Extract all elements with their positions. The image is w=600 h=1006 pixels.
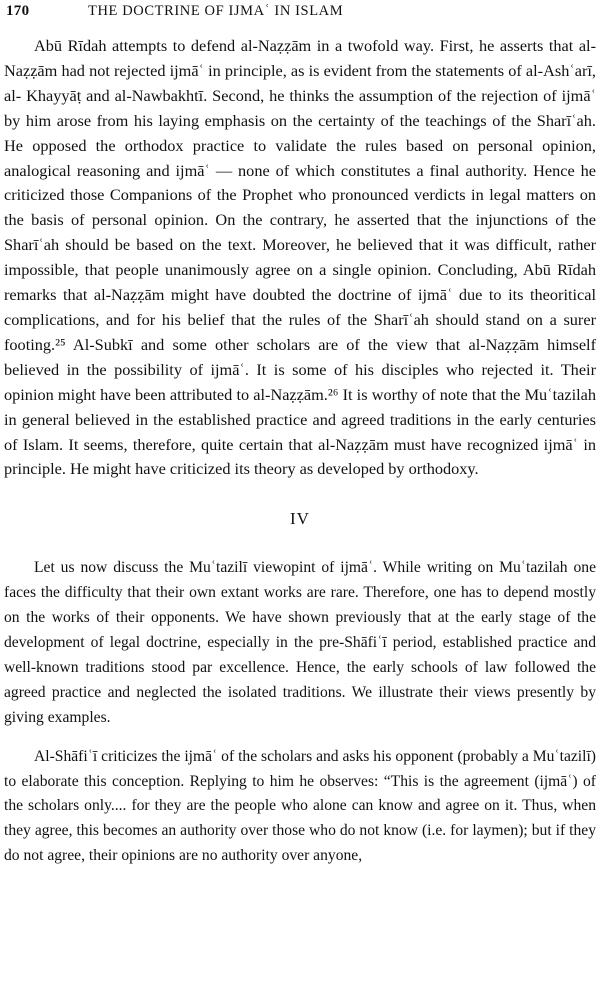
page-header <box>4 0 596 24</box>
page-number: 170 <box>6 3 30 19</box>
paragraph-abu-ridah: Abū Rīdah attempts to defend al-Naẓẓām in a twofold way. First, he asserts that al-Naẓẓām had not rejected ijmāʿ in principle, as is evident from the statements of al-Ashʿarī, al- Khayyāṭ and al-Nawbakhtī. Second, he thinks the assumption of the rejection of ijmāʿ by him arose from his laying emphasis on the certainty of the teachings of the Sharīʿah. He opposed the orthodox practice to validate the rules based on personal opinion, analogical reasoning and ijmāʿ — none of which constitutes a final authority. Hence he criticized those Companions of the Prophet who pronounced verdicts in legal matters on the basis of personal opinion. On the contrary, he asserted that the injunctions of the Sharīʿah should be based on the text. Moreover, he believed that it was difficult, rather impossible, that people unanimously agree on a single opinion. Concluding, Abū Rīdah remarks that al-Naẓẓām might have doubted the doctrine of ijmāʿ due to its theoritical complications, and for his belief that the rules of the Sharīʿah should stand on a surer footing.²⁵ Al-Subkī and some other scholars are of the view that al-Naẓẓām himself believed in the possibility of ijmāʿ. It is some of his disciples who rejected it. Their opinion might have been attributed to al-Naẓẓām.²⁶ It is worthy of note that the Muʿtazilah in general believed in the established practice and agreed traditions in the early centuries of Islam. It seems, therefore, quite certain that al-Naẓẓām must have recognized ijmāʿ in principle. He might have criticized its theory as developed by orthodoxy. <box>4 36 596 479</box>
paragraph-mutazili-viewpoint: Let us now discuss the Muʿtazilī viewopint of ijmāʿ. While writing on Muʿtazilah one faces the difficulty that their own extant works are rare. Therefore, one has to depend mostly on the works of their opponents. We have shown previously that at the early stage of the development of legal doctrine, especially in the pre-Shāfiʿī period, established practice and well-known traditions stood par excellence. Hence, the early schools of law followed the agreed practice and neglected the isolated traditions. We illustrate their views presently by giving examples. <box>4 559 596 726</box>
running-title: THE DOCTRINE OF IJMAʿ IN ISLAM <box>88 3 344 19</box>
paragraph-al-shafii: Al-Shāfiʿī criticizes the ijmāʿ of the scholars and asks his opponent (probably a Muʿtazilī) to elaborate this conception. Replying to him he observes: “This is the agreement (ijmāʿ) of the scholars only.... for they are the people who alone can know and agree on it. Thus, when they agree, this becomes an authority over those who do not know (i.e. for laymen); but if they do not agree, their opinions are no authority over anyone, <box>4 747 596 865</box>
section-heading: IV <box>290 509 310 529</box>
